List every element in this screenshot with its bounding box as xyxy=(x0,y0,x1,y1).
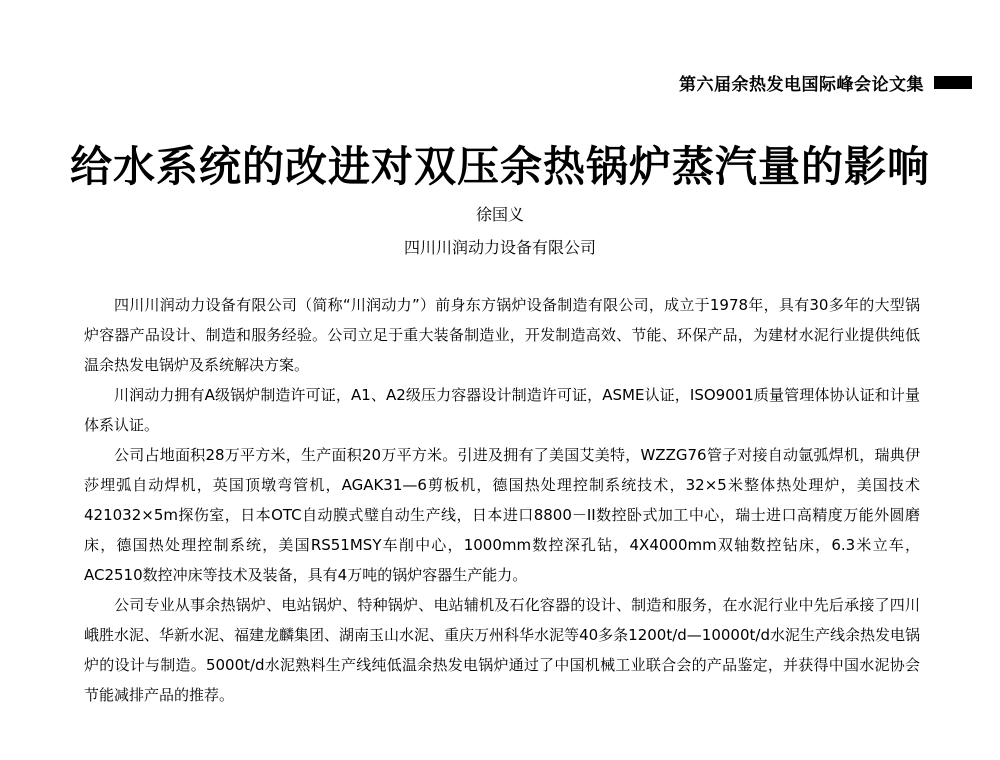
body-paragraph: 公司专业从事余热锅炉、电站锅炉、特种锅炉、电站辅机及石化容器的设计、制造和服务，在水泥行业中先后承接了四川峨胜水泥、华新水泥、福建龙麟集团、湖南玉山水泥、重庆万州科华水泥等40多条1200t/d—10000t/d水泥生产线余热发电锅炉的设计与制造。5000t/d水泥熟料生产线纯低温余热发电锅炉通过了中国机械工业联合会的产品鉴定，并获得中国水泥协会节能减排产品的推荐。 xyxy=(84,596,920,704)
body-paragraph: 公司占地面积28万平方米，生产面积20万平方米。引进及拥有了美国艾美特，WZZG76管子对接自动氩弧焊机，瑞典伊莎埋弧自动焊机，英国顶墩弯管机，AGAK31—6剪板机，德国热处理控制系统技术，32×5米整体热处理炉，美国技术421032×5m探伤室，日本OTC自动膜式璧自动生产线，日本进口8800－II数控卧式加工中心，瑞士进口高精度万能外圆磨床，德国热处理控制系统，美国RS51MSY车削中心，1000mm数控深孔钻，4X4000mm双轴数控钻床，6.3米立车，AC2510数控冲床等技术及装备，具有4万吨的锅炉容器生产能力。 xyxy=(84,446,920,584)
paper-body xyxy=(84,290,920,710)
body-paragraph: 四川川润动力设备有限公司（简称“川润动力”）前身东方锅炉设备制造有限公司，成立于1978年，具有30多年的大型锅炉容器产品设计、制造和服务经验。公司立足于重大装备制造业，开发制造高效、节能、环保产品，为建材水泥行业提供纯低温余热发电锅炉及系统解决方案。 xyxy=(84,296,920,374)
body-paragraph: 川润动力拥有A级锅炉制造许可证，A1、A2级压力容器设计制造许可证，ASME认证，ISO9001质量管理体协认证和计量体系认证。 xyxy=(84,386,920,434)
paper-title: 给水系统的改进对双压余热锅炉蒸汽量的影响 xyxy=(69,142,930,191)
author-affiliation: 四川川润动力设备有限公司 xyxy=(403,238,596,257)
running-header xyxy=(679,70,972,95)
running-title: 第六届余热发电国际峰会论文集 xyxy=(679,75,924,95)
author-name: 徐国义 xyxy=(475,205,524,224)
header-block-mark xyxy=(934,76,972,89)
